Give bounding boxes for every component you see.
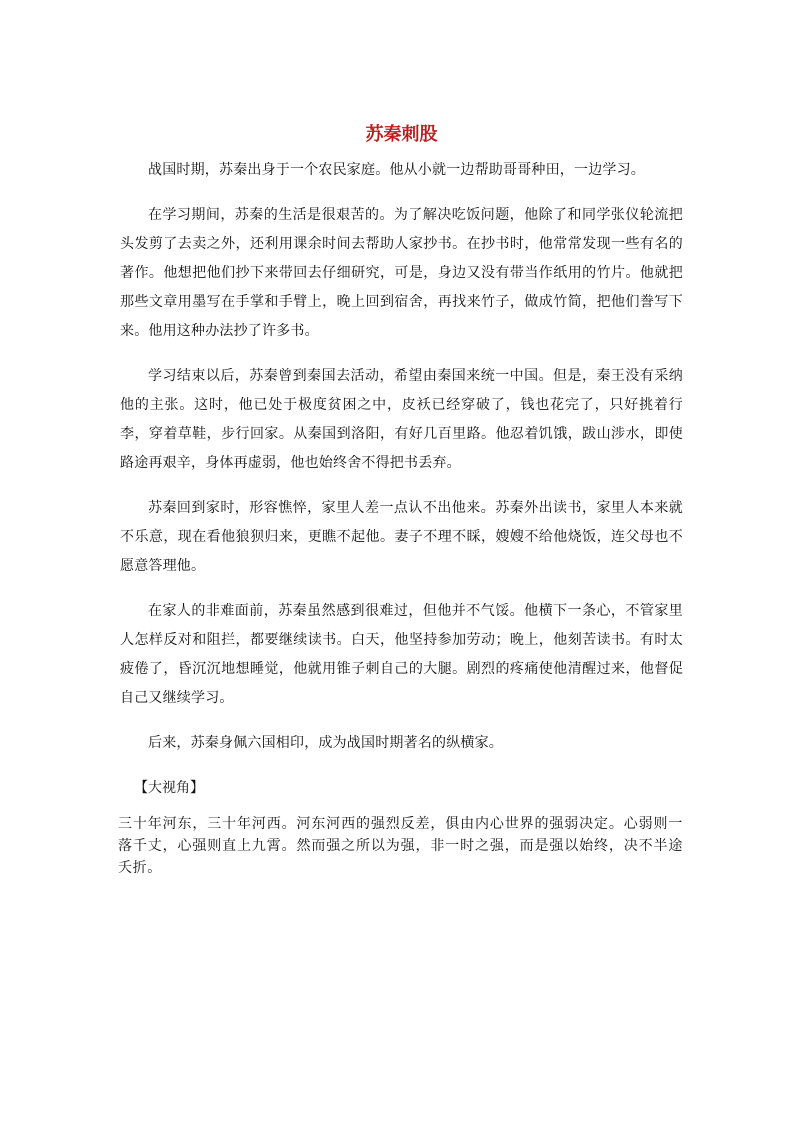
document-body: [120, 118, 683, 879]
paragraph-3: 学习结束以后，苏秦曾到秦国去活动，希望由秦国来统一中国。但是，秦王没有采纳他的主张。这时，他已处于极度贫困之中，皮袄已经穿破了，钱也花完了，只好挑着行李，穿着草鞋，步行回家。从秦国到洛阳，有好几百里路。他忍着饥饿，跋山涉水，即使路途再艰辛，身体再虚弱，他也始终舍不得把书丢弃。: [120, 368, 683, 471]
paragraph-2: 在学习期间，苏秦的生活是很艰苦的。为了解决吃饭问题，他除了和同学张仪轮流把头发剪了去卖之外，还利用课余时间去帮助人家抄书。在抄书时，他常常发现一些有名的著作。他想把他们抄下来带回去仔细研究，可是，身边又没有带当作纸用的竹片。他就把那些文章用墨写在手掌和手臂上，晚上回到宿舍，再找来竹子，做成竹简，把他们誊写下来。他用这种办法抄了许多书。: [120, 207, 683, 339]
paragraph-5: 在家人的非难面前，苏秦虽然感到很难过，但他并不气馁。他横下一条心，不管家里人怎样反对和阻拦，都要继续读书。白天，他坚持参加劳动；晚上，他刻苦读书。有时太疲倦了，昏沉沉地想睡觉，他就用锥子刺自己的大腿。剧烈的疼痛使他清醒过来，他督促自己又继续学习。: [120, 603, 683, 706]
paragraph-1: 战国时期，苏秦出身于一个农民家庭。他从小就一边帮助哥哥种田，一边学习。: [148, 162, 645, 178]
section-label: 【大视角】: [134, 780, 204, 796]
closing-paragraph: 三十年河东，三十年河西。河东河西的强烈反差，俱由内心世界的强弱决定。心弱则一落千丈，心强则直上九霄。然而强之所以为强，非一时之强，而是强以始终，决不半途夭折。: [118, 816, 683, 876]
document-title: 苏秦刺股: [365, 124, 438, 145]
paragraph-6: 后来，苏秦身佩六国相印，成为战国时期著名的纵横家。: [148, 735, 503, 751]
paragraph-4: 苏秦回到家时，形容憔悴，家里人差一点认不出他来。苏秦外出读书，家里人本来就不乐意，现在看他狼狈归来，更瞧不起他。妻子不理不睬，嫂嫂不给他烧饭，连父母也不愿意答理他。: [120, 500, 683, 574]
